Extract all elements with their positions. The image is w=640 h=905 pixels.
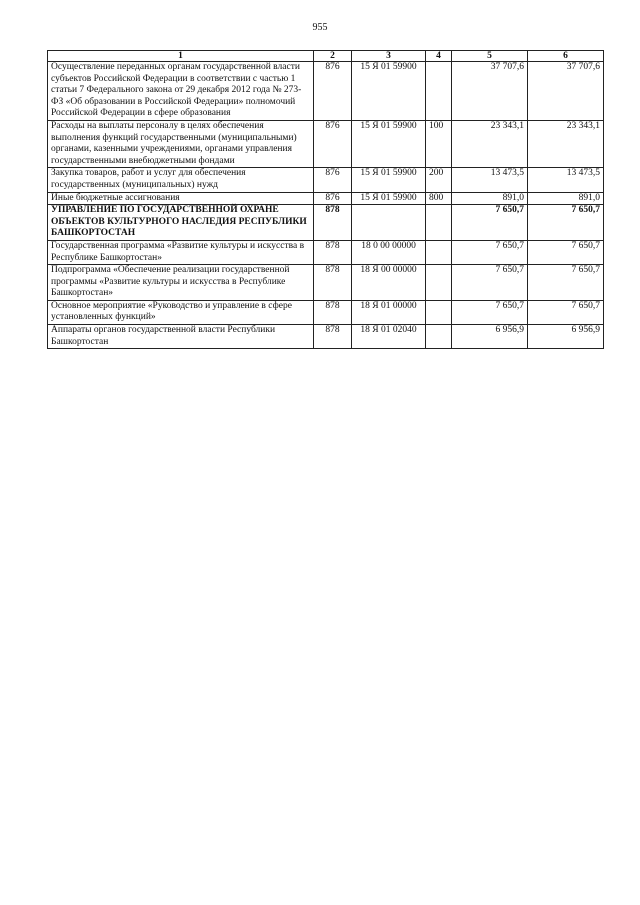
row-ved-cell: 878 <box>314 240 352 264</box>
row-vr-cell <box>426 240 452 264</box>
table-row <box>48 62 604 121</box>
row-sum1-cell: 6 956,9 <box>452 325 528 349</box>
header-col-1: 1 <box>48 51 314 62</box>
header-col-2: 2 <box>314 51 352 62</box>
row-csr-cell: 18 Я 00 00000 <box>352 265 426 301</box>
table-row <box>48 168 604 192</box>
row-vr-cell <box>426 62 452 121</box>
row-ved-cell: 878 <box>314 205 352 241</box>
row-csr-cell: 15 Я 01 59900 <box>352 192 426 205</box>
header-col-4: 4 <box>426 51 452 62</box>
header-col-3: 3 <box>352 51 426 62</box>
row-sum1-cell: 37 707,6 <box>452 62 528 121</box>
row-vr-cell: 800 <box>426 192 452 205</box>
row-sum2-cell: 23 343,1 <box>528 120 604 167</box>
row-sum2-cell: 37 707,6 <box>528 62 604 121</box>
row-name-cell: Иные бюджетные ассигнования <box>48 192 314 205</box>
row-ved-cell: 878 <box>314 325 352 349</box>
row-csr-cell: 18 Я 01 02040 <box>352 325 426 349</box>
row-vr-cell: 200 <box>426 168 452 192</box>
row-name-cell: Подпрограмма «Обеспечение реализации государственной программы «Развитие культуры и искусства в Республике Башкортостан» <box>48 265 314 301</box>
row-vr-cell <box>426 325 452 349</box>
row-name-cell: Основное мероприятие «Руководство и управление в сфере установленных функций» <box>48 300 314 324</box>
row-sum1-cell: 7 650,7 <box>452 205 528 241</box>
row-csr-cell: 15 Я 01 59900 <box>352 62 426 121</box>
row-ved-cell: 876 <box>314 168 352 192</box>
row-csr-cell: 18 Я 01 00000 <box>352 300 426 324</box>
row-ved-cell: 876 <box>314 120 352 167</box>
row-sum1-cell: 7 650,7 <box>452 265 528 301</box>
row-ved-cell: 878 <box>314 300 352 324</box>
table-row <box>48 192 604 205</box>
row-sum2-cell: 7 650,7 <box>528 300 604 324</box>
page-number: 955 <box>312 22 328 33</box>
table-row <box>48 265 604 301</box>
row-name-cell: Расходы на выплаты персоналу в целях обеспечения выполнения функций государственными (муниципальными) органами, казенными учреждениями, органами управления государственными внебюджетными фондами <box>48 120 314 167</box>
row-sum2-cell: 7 650,7 <box>528 240 604 264</box>
row-sum2-cell: 891,0 <box>528 192 604 205</box>
header-col-6: 6 <box>528 51 604 62</box>
row-csr-cell: 15 Я 01 59900 <box>352 168 426 192</box>
table-row <box>48 325 604 349</box>
table-row <box>48 300 604 324</box>
row-vr-cell <box>426 265 452 301</box>
row-csr-cell <box>352 205 426 241</box>
budget-table <box>47 50 604 349</box>
row-sum1-cell: 13 473,5 <box>452 168 528 192</box>
row-name-cell: Государственная программа «Развитие культуры и искусства в Республике Башкортостан» <box>48 240 314 264</box>
row-vr-cell: 100 <box>426 120 452 167</box>
table-row-department <box>48 205 604 241</box>
row-csr-cell: 18 0 00 00000 <box>352 240 426 264</box>
row-ved-cell: 878 <box>314 265 352 301</box>
header-col-5: 5 <box>452 51 528 62</box>
row-name-cell: УПРАВЛЕНИЕ ПО ГОСУДАРСТВЕННОЙ ОХРАНЕ ОБЪЕКТОВ КУЛЬТУРНОГО НАСЛЕДИЯ РЕСПУБЛИКИ БАШКОРТОСТАН <box>48 205 314 241</box>
row-vr-cell <box>426 205 452 241</box>
row-name-cell: Осуществление переданных органам государственной власти субъектов Российской Федерации в соответствии с частью 1 статьи 7 Федерального закона от 29 декабря 2012 года № 273-ФЗ «Об образовании в Российской Федерации» полномочий Российской Федерации в сфере образования <box>48 62 314 121</box>
row-sum2-cell: 7 650,7 <box>528 265 604 301</box>
row-csr-cell: 15 Я 01 59900 <box>352 120 426 167</box>
row-ved-cell: 876 <box>314 62 352 121</box>
row-name-cell: Аппараты органов государственной власти Республики Башкортостан <box>48 325 314 349</box>
row-sum1-cell: 7 650,7 <box>452 300 528 324</box>
row-name-cell: Закупка товаров, работ и услуг для обеспечения государственных (муниципальных) нужд <box>48 168 314 192</box>
row-vr-cell <box>426 300 452 324</box>
row-ved-cell: 876 <box>314 192 352 205</box>
row-sum1-cell: 891,0 <box>452 192 528 205</box>
row-sum2-cell: 13 473,5 <box>528 168 604 192</box>
row-sum1-cell: 7 650,7 <box>452 240 528 264</box>
row-sum1-cell: 23 343,1 <box>452 120 528 167</box>
row-sum2-cell: 7 650,7 <box>528 205 604 241</box>
table-header-row <box>48 51 604 62</box>
table-row <box>48 120 604 167</box>
row-sum2-cell: 6 956,9 <box>528 325 604 349</box>
table-row <box>48 240 604 264</box>
